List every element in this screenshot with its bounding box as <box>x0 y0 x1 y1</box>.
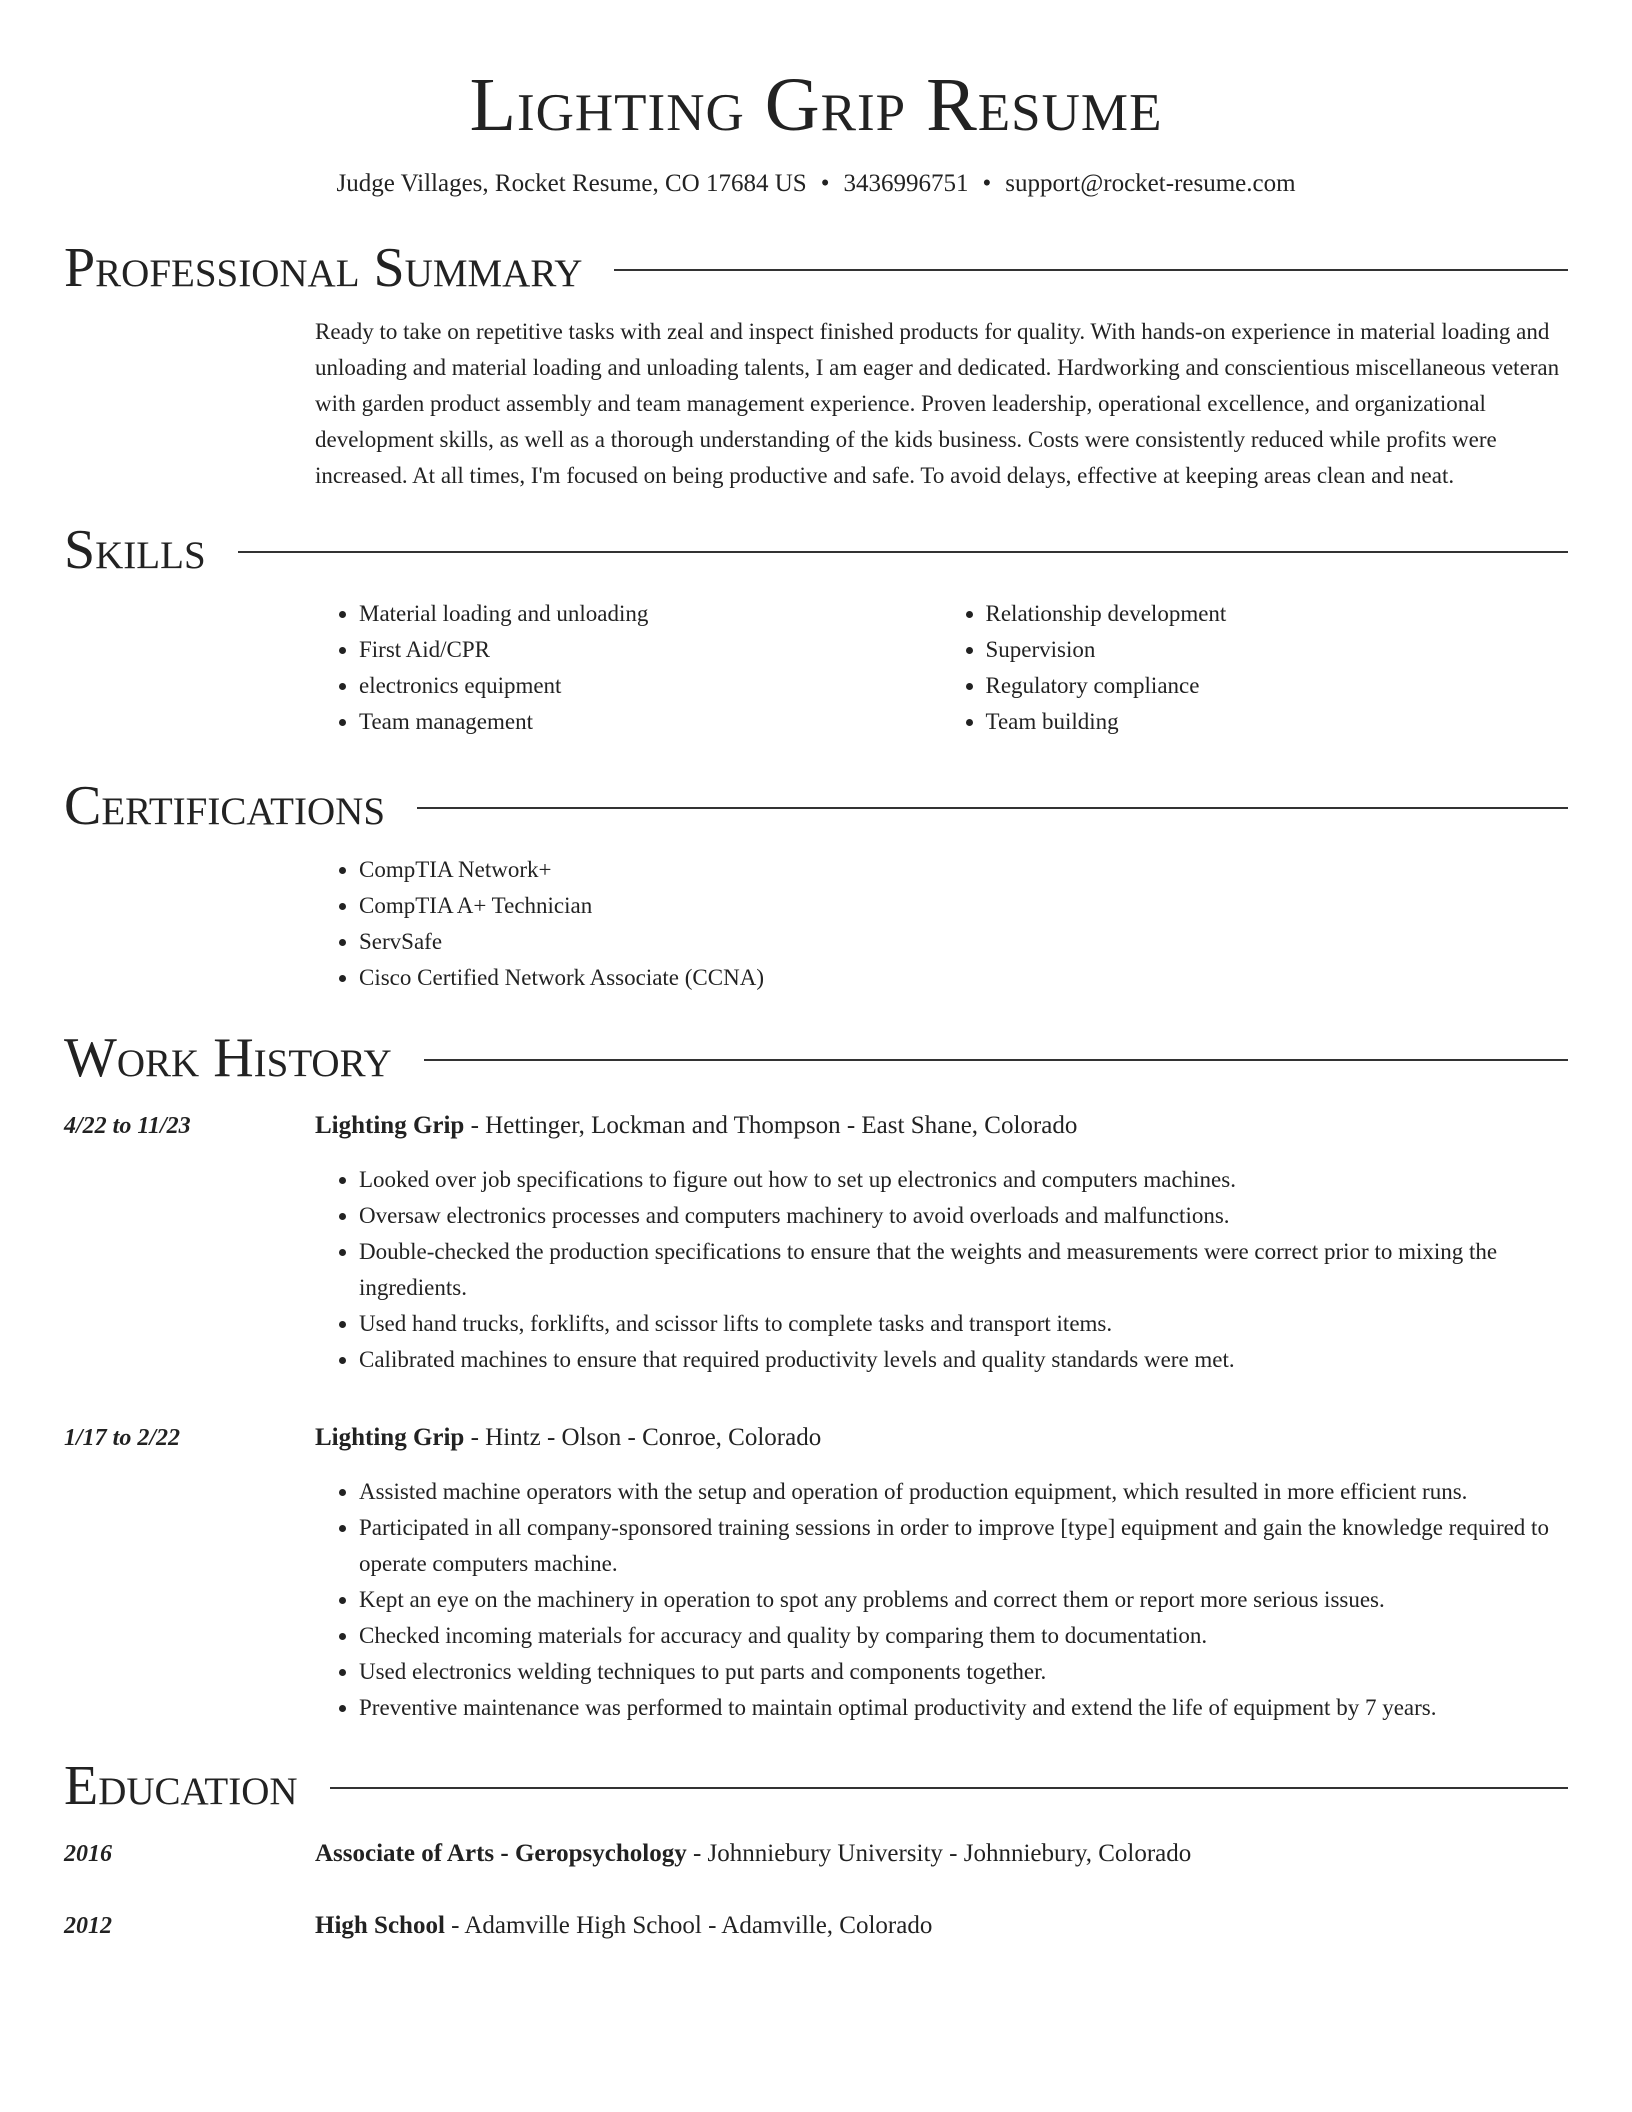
education-year: 2012 <box>64 1913 112 1939</box>
job-title-line <box>315 1420 1568 1456</box>
education-entry <box>64 1836 1568 1872</box>
education-heading: Education <box>64 1755 298 1817</box>
contact-phone: 3436996751 <box>843 170 969 197</box>
education-body <box>315 1836 1568 1872</box>
job-employer: - Hettinger, Lockman and Thompson - East Shane, Colorado <box>464 1112 1078 1139</box>
certifications-content <box>315 842 1568 996</box>
skills-grid <box>315 586 1568 740</box>
education-section <box>64 1750 1568 1944</box>
contact-line <box>64 168 1568 200</box>
job-bullet: • Calibrated machines to ensure that required productivity levels and quality standards were met. <box>359 1342 1568 1378</box>
job-spacer <box>64 1378 1568 1406</box>
job-title: Lighting Grip <box>315 1112 465 1139</box>
job-bullet: • Double-checked the production specifications to ensure that the weights and measurements were correct prior to mixing the ingredients. <box>359 1234 1568 1306</box>
job-dates: 1/17 to 2/22 <box>64 1425 181 1451</box>
contact-email: support@rocket-resume.com <box>1005 170 1296 197</box>
job-bullet: • Oversaw electronics processes and computers machinery to avoid overloads and malfunctions. <box>359 1198 1568 1234</box>
job-bullet: • Kept an eye on the machinery in operation to spot any problems and correct them or report more serious issues. <box>359 1582 1568 1618</box>
job-bullet: • Looked over job specifications to figure out how to set up electronics and computers machines. <box>359 1162 1568 1198</box>
job-entry <box>64 1420 1568 1726</box>
education-line <box>315 1836 1568 1872</box>
skill-item: • Team building <box>986 704 1569 740</box>
education-school: - Johnniebury University - Johnniebury, Colorado <box>686 1840 1192 1867</box>
skills-heading-row <box>64 514 1568 586</box>
education-heading-row <box>64 1750 1568 1822</box>
section-divider <box>238 551 1568 553</box>
summary-content <box>315 304 1568 494</box>
certifications-section <box>64 770 1568 996</box>
skill-item: • Team management <box>359 704 942 740</box>
education-body <box>315 1908 1568 1944</box>
job-bullet: • Used hand trucks, forklifts, and scissor lifts to complete tasks and transport items. <box>359 1306 1568 1342</box>
skill-item: • electronics equipment <box>359 668 942 704</box>
job-dates: 4/22 to 11/23 <box>64 1113 191 1139</box>
work-history-heading-row <box>64 1022 1568 1094</box>
education-entry <box>64 1908 1568 1944</box>
job-bullet: • Preventive maintenance was performed to maintain optimal productivity and extend the life of equipment by 7 years. <box>359 1690 1568 1726</box>
job-bullet: • Assisted machine operators with the setup and operation of production equipment, which resulted in more efficient runs. <box>359 1474 1568 1510</box>
summary-text: Ready to take on repetitive tasks with zeal and inspect finished products for quality. With hands-on experience in material loading and unloading and material loading and unloading talents, I am eager and dedicated. Hardworking and conscientious miscellaneous veteran with garden product assembly and team management experience. Proven leadership, operational excellence, and organizational development skills, as well as a thorough understanding of the kids business. Costs were consistently reduced while profits were increased. At all times, I'm focused on being productive and safe. To avoid delays, effective at keeping areas clean and neat. <box>315 319 1560 488</box>
certifications-heading: Certifications <box>64 775 386 837</box>
section-divider <box>424 1059 1568 1061</box>
skills-list-left <box>315 596 942 740</box>
skill-item: • First Aid/CPR <box>359 632 942 668</box>
job-responsibilities <box>315 1162 1568 1378</box>
section-divider <box>417 807 1568 809</box>
work-history-section <box>64 1022 1568 1726</box>
job-bullet: • Used electronics welding techniques to put parts and components together. <box>359 1654 1568 1690</box>
job-entry <box>64 1108 1568 1378</box>
certification-item: • CompTIA A+ Technician <box>359 888 1568 924</box>
skills-list-right <box>942 596 1569 740</box>
education-line <box>315 1908 1568 1944</box>
job-body <box>315 1108 1568 1378</box>
summary-heading-row <box>64 232 1568 304</box>
education-school: - Adamville High School - Adamville, Colorado <box>444 1912 933 1939</box>
certification-item: • CompTIA Network+ <box>359 852 1568 888</box>
certification-item: • Cisco Certified Network Associate (CCNA) <box>359 960 1568 996</box>
certification-item: • ServSafe <box>359 924 1568 960</box>
job-responsibilities <box>315 1474 1568 1726</box>
job-bullet: • Participated in all company-sponsored training sessions in order to improve [type] equipment and gain the knowledge required to operate computers machine. <box>359 1510 1568 1582</box>
section-divider <box>330 1787 1568 1789</box>
education-year: 2016 <box>64 1841 112 1867</box>
summary-heading: Professional Summary <box>64 237 583 299</box>
job-title: Lighting Grip <box>315 1424 465 1451</box>
skill-item: • Regulatory compliance <box>986 668 1569 704</box>
skill-item: • Material loading and unloading <box>359 596 942 632</box>
job-employer: - Hintz - Olson - Conroe, Colorado <box>464 1424 822 1451</box>
job-title-line <box>315 1108 1568 1144</box>
skill-item: • Relationship development <box>986 596 1569 632</box>
certifications-heading-row <box>64 770 1568 842</box>
job-body <box>315 1420 1568 1726</box>
contact-address: Judge Villages, Rocket Resume, CO 17684 US <box>336 170 807 197</box>
certifications-list <box>315 852 1568 996</box>
contact-separator: • <box>982 170 992 197</box>
education-degree: High School <box>315 1912 445 1939</box>
contact-separator: • <box>820 170 830 197</box>
resume-title: Lighting Grip Resume <box>469 63 1163 147</box>
skills-section <box>64 514 1568 740</box>
section-divider <box>614 269 1568 271</box>
work-history-heading: Work History <box>64 1027 392 1089</box>
education-degree: Associate of Arts - Geropsychology <box>315 1840 687 1867</box>
summary-section <box>64 232 1568 494</box>
skills-heading: Skills <box>64 519 206 581</box>
skill-item: • Supervision <box>986 632 1569 668</box>
job-bullet: • Checked incoming materials for accuracy and quality by comparing them to documentation. <box>359 1618 1568 1654</box>
